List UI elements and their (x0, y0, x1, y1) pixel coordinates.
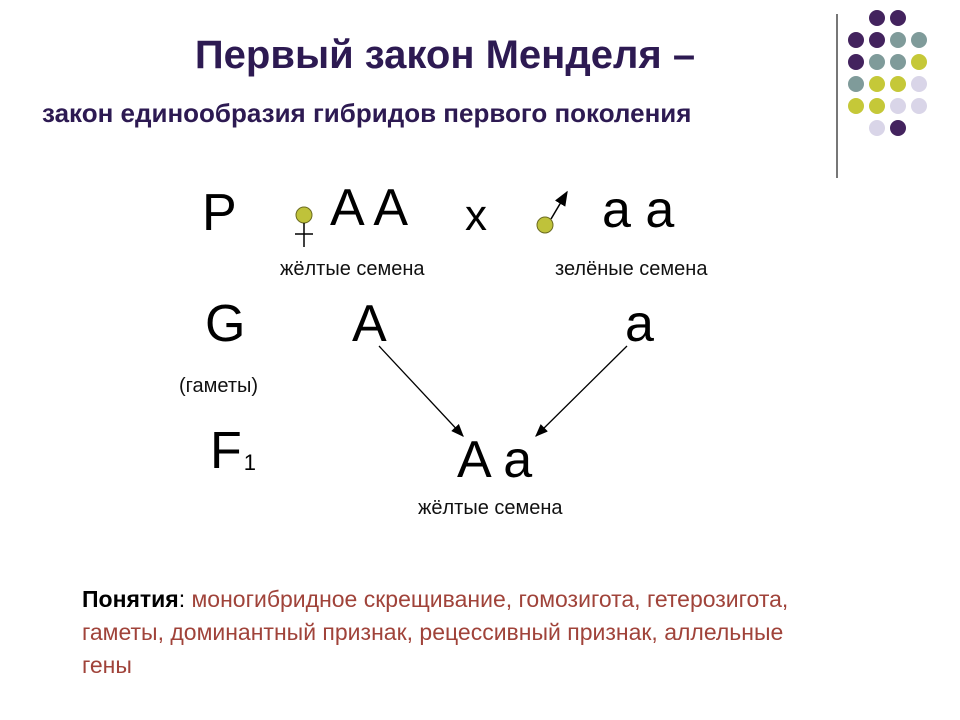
f1-index: 1 (243, 450, 257, 475)
offspring-genotype: A a (457, 431, 533, 489)
cross-sign: x (465, 191, 487, 240)
arrow-gamete-a-to-offspring (536, 346, 627, 436)
slide-title: Первый закон Менделя – (194, 33, 696, 77)
concepts-text: моногибридное скрещивание, гомозигота, гетерозигота, гаметы, доминантный признак, рецессивный признак, аллельные гены (82, 586, 789, 678)
concepts-separator: : (178, 586, 186, 612)
gametes-note: (гаметы) (179, 375, 259, 397)
gametes-label: G (205, 295, 246, 353)
concepts-paragraph (82, 583, 822, 682)
f1-letter: F (210, 422, 242, 480)
gamete-A: A (352, 295, 387, 353)
offspring-phenotype-caption: жёлтые семена (418, 497, 563, 519)
female-phenotype-caption: жёлтые семена (280, 258, 425, 280)
male-phenotype-caption: зелёные семена (555, 258, 708, 280)
parents-label: P (202, 184, 237, 242)
male-genotype: a a (602, 181, 675, 239)
venus-symbol-icon (295, 207, 313, 247)
f1-label (210, 422, 257, 480)
female-genotype: A A (330, 179, 409, 237)
gamete-a: a (625, 295, 654, 353)
slide-subtitle: закон единообразия гибридов первого поколения (42, 98, 692, 128)
mars-symbol-icon (537, 192, 567, 233)
arrow-gamete-A-to-offspring (379, 346, 463, 436)
concepts-label: Понятия (82, 586, 179, 612)
